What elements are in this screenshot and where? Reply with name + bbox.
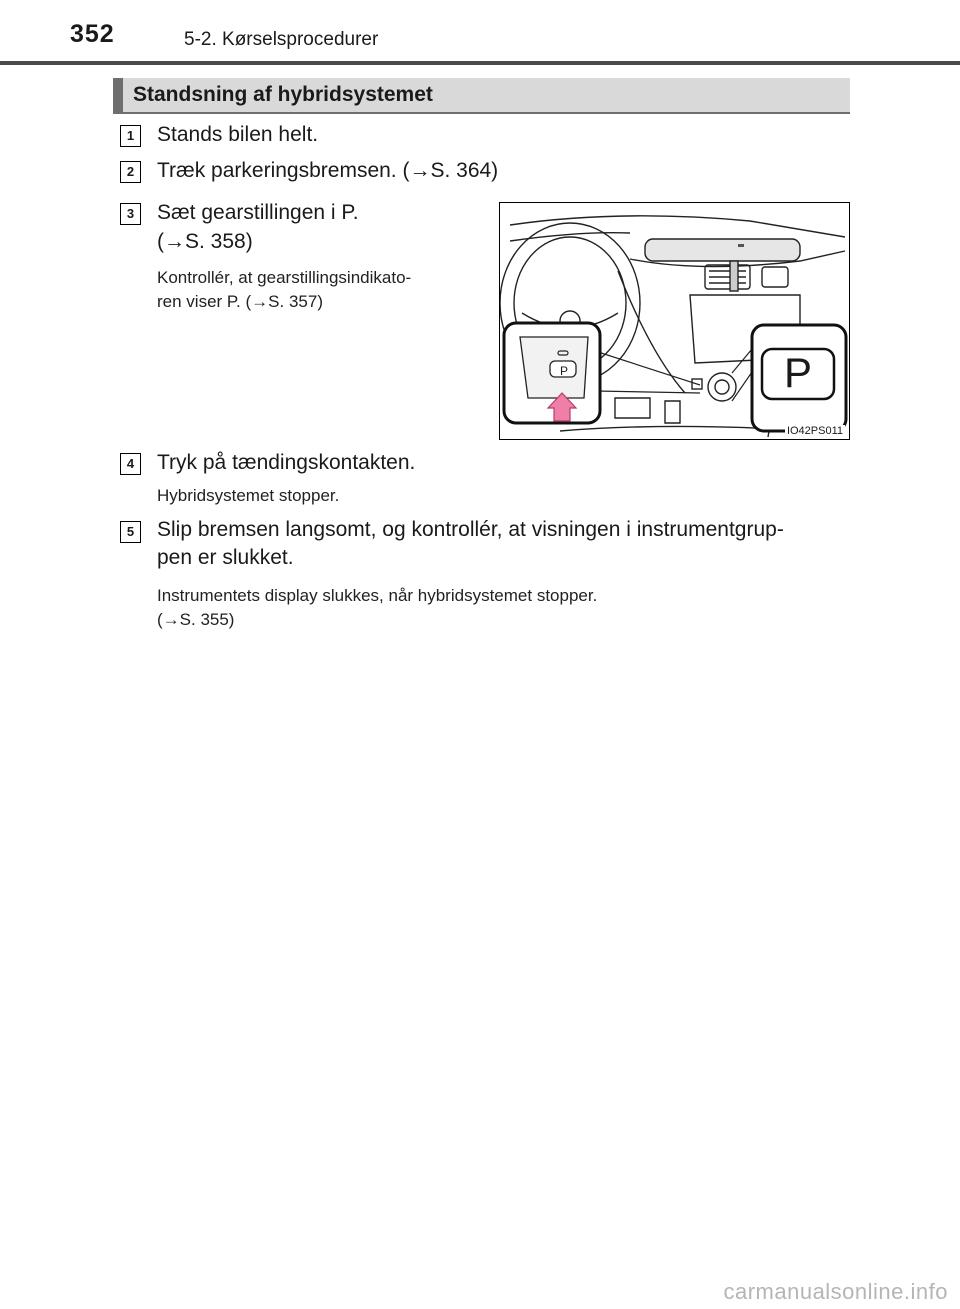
figure-code: IO42PS011 [786, 425, 843, 437]
step-text-2: Træk parkeringsbremsen. (→S. 364) [157, 159, 499, 182]
shift-lever-p-label: P [559, 364, 568, 378]
step-text-1: Stands bilen helt. [157, 123, 319, 146]
shift-position-illustration [499, 202, 850, 440]
step-text-3-line2: (→S. 358) [157, 230, 253, 253]
page-number: 352 [70, 20, 115, 48]
step-note-5-line1: Instrumentets display slukkes, når hybridsystemet stopper. [157, 586, 598, 605]
step-text-5-line1: Slip bremsen langsomt, og kontrollér, at visningen i instrumentgrup- [157, 518, 784, 541]
chapter-title: 5-2. Kørselsprocedurer [184, 29, 379, 50]
step-note-4: Hybridsystemet stopper. [157, 486, 340, 505]
dashboard-drawing [500, 203, 848, 438]
step-text-5-line2: pen er slukket. [157, 546, 294, 569]
header-rule [0, 61, 960, 65]
step-number-1: 1 [120, 125, 141, 147]
step-number-2: 2 [120, 161, 141, 183]
step-note-3-line2: ren viser P. (→S. 357) [157, 292, 323, 311]
section-rule [113, 112, 850, 114]
step-text-4: Tryk på tændingskontakten. [157, 451, 416, 474]
step-number-5: 5 [120, 521, 141, 543]
step-number-4: 4 [120, 453, 141, 475]
step-note-3-line1: Kontrollér, at gearstillingsindikato- [157, 268, 412, 287]
section-title: Standsning af hybridsystemet [113, 78, 850, 112]
indicator-p-label: P [783, 349, 812, 396]
watermark: carmanualsonline.info [723, 1279, 948, 1304]
step-note-5-line2: (→S. 355) [157, 610, 235, 629]
step-number-3: 3 [120, 203, 141, 225]
step-text-3-line1: Sæt gearstillingen i P. [157, 201, 359, 224]
